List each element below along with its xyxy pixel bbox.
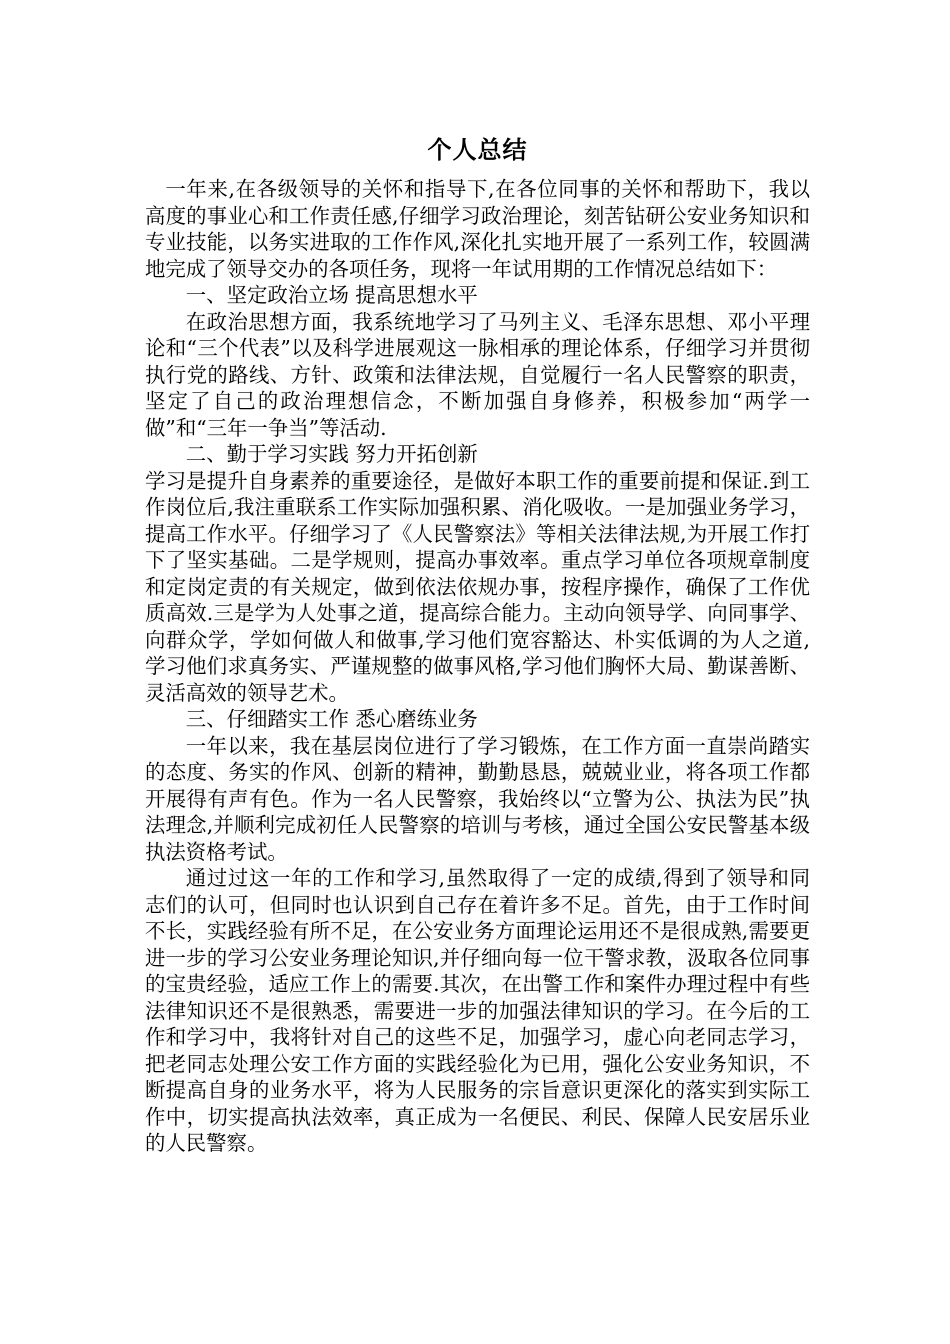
section-1-heading: 一、坚定政治立场 提高思想水平: [185, 283, 478, 307]
document-page: [145, 130, 810, 1157]
conclusion-paragraph: 通过过这一年的工作和学习,虽然取得了一定的成绩,得到了领导和同志们的认可，但同时也认识到自己存在着许多不足。首先，由于工作时间不长，实践经验有所不足，在公安业务方面理论运用还不是很成熟,需要更进一步的学习公安业务理论知识,并仔细向每一位干警求教，汲取各位同事的宝贵经验，适应工作上的需要.其次，在出警工作和案件办理过程中有些法律知识还不是很熟悉，需要进一步的加强法律知识的学习。在今后的工作和学习中，我将针对自己的这些不足，加强学习，虚心向老同志学习，把老同志处理公安工作方面的实践经验化为已用，强化公安业务知识，不断提高自身的业务水平，将为人民服务的宗旨意识更深化的落实到实际工作中，切实提高执法效率，真正成为一名便民、利民、保障人民安居乐业的人民警察。: [145, 866, 810, 1155]
section-2-heading: 二、勤于学习实践 努力开拓创新: [185, 442, 478, 466]
section-3-heading: 三、仔细踏实工作 悉心磨练业务: [185, 707, 478, 731]
section-2-body: 学习是提升自身素养的重要途径，是做好本职工作的重要前提和保证.到工作岗位后,我注重联系工作实际加强积累、消化吸收。一是加强业务学习，提高工作水平。仔细学习了《人民警察法》等相关法律法规,为开展工作打下了坚实基础。二是学规则，提高办事效率。重点学习单位各项规章制度和定岗定责的有关规定，做到依法依规办事，按程序操作，确保了工作优质高效.三是学为人处事之道，提高综合能力。主动向领导学、向同事学、向群众学，学如何做人和做事,学习他们宽容豁达、朴实低调的为人之道,学习他们求真务实、严谨规整的做事风格,学习他们胸怀大局、勤谋善断、灵活高效的领导艺术。: [145, 468, 810, 705]
document-title: 个人总结: [427, 135, 528, 164]
section-1-body: 在政治思想方面，我系统地学习了马列主义、毛泽东思想、邓小平理论和“三个代表”以及科学进展观这一脉相承的理论体系，仔细学习并贯彻执行党的路线、方针、政策和法律法规，自觉履行一名人民警察的职责，坚定了自己的政治理想信念，不断加强自身修养，积极参加“两学一做”和“三年一争当”等活动.: [145, 309, 810, 440]
section-3-body: 一年以来，我在基层岗位进行了学习锻炼，在工作方面一直崇尚踏实的态度、务实的作风、创新的精神，勤勤恳恳，兢兢业业，将各项工作都开展得有声有色。作为一名人民警察，我始终以“立警为公、执法为民”执法理念,并顺利完成初任人民警察的培训与考核，通过全国公安民警基本级执法资格考试。: [145, 733, 810, 864]
intro-paragraph: 一年来,在各级领导的关怀和指导下,在各位同事的关怀和帮助下，我以高度的事业心和工作责任感,仔细学习政治理论，刻苦钻研公安业务知识和专业技能，以务实进取的工作作风,深化扎实地开展了一系列工作，较圆满地完成了领导交办的各项任务，现将一年试用期的工作情况总结如下：: [145, 177, 810, 281]
